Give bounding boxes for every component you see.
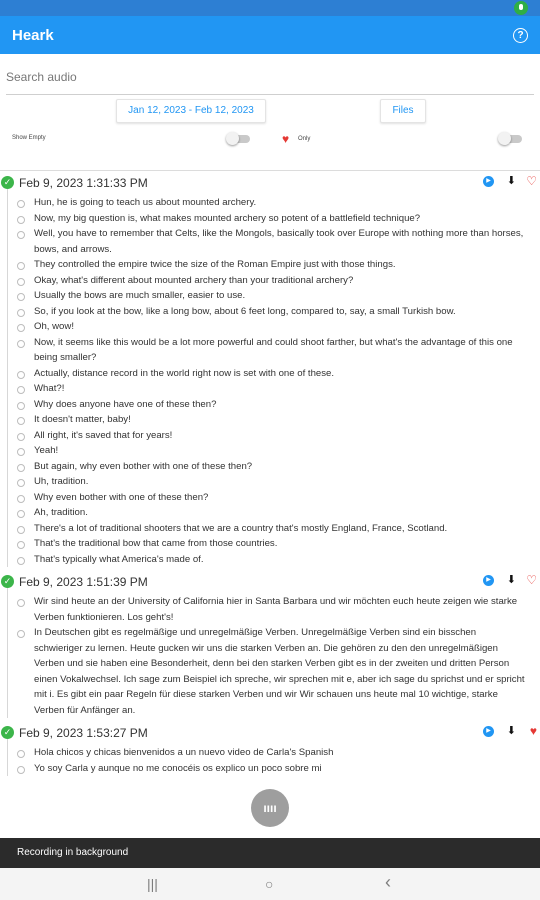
transcript-line[interactable] — [0, 319, 540, 335]
download-icon[interactable]: ⬇ — [506, 574, 516, 586]
date-range-button[interactable]: Jan 12, 2023 - Feb 12, 2023 — [116, 99, 266, 123]
transcript-line[interactable] — [0, 490, 540, 506]
transcript-line[interactable] — [0, 761, 540, 777]
line-bullet-icon — [17, 510, 25, 518]
line-bullet-icon — [17, 630, 25, 638]
transcript-line[interactable] — [0, 745, 540, 761]
transcript-line[interactable] — [0, 428, 540, 444]
transcript-entry — [0, 571, 540, 718]
transcript-feed[interactable] — [0, 172, 540, 838]
snackbar-text: Recording in background — [17, 847, 129, 858]
transcript-line[interactable] — [0, 459, 540, 475]
files-button[interactable]: Files — [380, 99, 426, 123]
favorites-only-toggle[interactable] — [500, 135, 522, 143]
entry-header — [0, 172, 540, 192]
transcript-line[interactable] — [0, 443, 540, 459]
home-icon[interactable]: ○ — [265, 876, 274, 892]
entry-timestamp: Feb 9, 2023 1:31:33 PM — [19, 176, 148, 190]
line-bullet-icon — [17, 750, 25, 758]
check-circle-icon: ✓ — [1, 176, 14, 189]
transcript-line-text: Uh, tradition. — [34, 476, 89, 487]
line-bullet-icon — [17, 231, 25, 239]
show-empty-label: Show Empty — [12, 135, 46, 141]
line-bullet-icon — [17, 402, 25, 410]
check-circle-icon: ✓ — [1, 575, 14, 588]
line-bullet-icon — [17, 433, 25, 441]
transcript-line-text: That's typically what America's made of. — [34, 553, 204, 565]
line-bullet-icon — [17, 479, 25, 487]
check-circle-icon: ✓ — [1, 726, 14, 739]
transcript-line-text: So, if you look at the bow, like a long bow, about 6 feet long, compared to, say, a small Turkish bow. — [34, 305, 456, 317]
transcript-line-text: Why even bother with one of these then? — [34, 491, 209, 503]
line-bullet-icon — [17, 278, 25, 286]
transcript-line[interactable] — [0, 288, 540, 304]
transcript-line-text: Well, you have to remember that Celts, like the Mongols, basically took over Europe with nothing more than horses, bows, and arrows. — [34, 228, 524, 255]
transcript-line-text: All right, it's saved that for years! — [34, 429, 173, 441]
transcript-line[interactable] — [0, 397, 540, 413]
download-icon[interactable]: ⬇ — [506, 175, 516, 187]
entry-timestamp: Feb 9, 2023 1:51:39 PM — [19, 575, 148, 589]
transcript-line[interactable] — [0, 366, 540, 382]
show-empty-toggle[interactable] — [228, 135, 250, 143]
transcript-line-text: Yeah! — [34, 445, 59, 456]
transcript-line[interactable] — [0, 412, 540, 428]
transcript-line[interactable] — [0, 381, 540, 397]
transcript-line-text: There's a lot of traditional shooters that we are a country that's mostly England, France, Scotland. — [34, 522, 448, 534]
filter-bar — [0, 95, 540, 165]
line-bullet-icon — [17, 448, 25, 456]
transcript-line[interactable] — [0, 594, 540, 625]
transcript-line-text: Why does anyone have one of these then? — [34, 398, 217, 410]
line-bullet-icon — [17, 495, 25, 503]
transcript-line[interactable] — [0, 226, 540, 257]
favorites-only-label: Only — [298, 136, 311, 142]
status-bar — [0, 0, 540, 16]
transcript-line-text: Now, my big question is, what makes mounted archery so potent of a battlefield technique? — [34, 212, 421, 224]
search-input[interactable]: Search audio — [6, 64, 534, 95]
app-title: Heark — [12, 26, 54, 44]
transcript-line-text: What?! — [34, 383, 65, 394]
transcript-line-text: Usually the bows are much smaller, easier to use. — [34, 290, 246, 301]
transcript-line-text: Ah, tradition. — [34, 507, 88, 518]
transcript-line[interactable] — [0, 335, 540, 366]
record-button[interactable]: ıııı — [251, 789, 289, 827]
snackbar — [0, 838, 540, 868]
transcript-line-text: Hun, he is going to teach us about mounted archery. — [34, 197, 257, 208]
line-bullet-icon — [17, 541, 25, 549]
favorite-heart-icon[interactable]: ♡ — [526, 573, 537, 587]
line-bullet-icon — [17, 557, 25, 565]
line-bullet-icon — [17, 526, 25, 534]
transcript-entry — [0, 722, 540, 776]
line-bullet-icon — [17, 309, 25, 317]
line-bullet-icon — [17, 386, 25, 394]
line-bullet-icon — [17, 766, 25, 774]
transcript-line[interactable] — [0, 474, 540, 490]
transcript-line-text: That's the traditional bow that came from those countries. — [34, 538, 278, 549]
line-bullet-icon — [17, 293, 25, 301]
transcript-line-text: It doesn't matter, baby! — [34, 414, 131, 425]
download-icon[interactable]: ⬇ — [506, 725, 516, 737]
line-bullet-icon — [17, 417, 25, 425]
transcript-line[interactable] — [0, 304, 540, 320]
favorite-heart-icon[interactable]: ♥ — [529, 724, 537, 738]
transcript-line-text: In Deutschen gibt es regelmäßige und unregelmäßige Verben. Unregelmäßige Verben sind ein bisschen schwieriger zu lernen. Heute gucken wir uns die starken Verben an. Die gehören zu den den unregelmäßigen Verben und sie haben eine Besonderheit, denn bei den starken Verben gibt es in der zweiten und dritten Person einen Vokalwechsel. Ich sage zum Beispiel ich spreche, wir sprechen mit e, aber ich sage du sprichst und er spricht mit i. Es gibt ein paar Regeln für diese starken Verben und wir Wir schauen uns heute mal 10 wichtige, starke Verben für Anfänger an. — [34, 627, 525, 716]
transcript-line[interactable] — [0, 505, 540, 521]
transcript-line[interactable] — [0, 521, 540, 537]
transcript-line[interactable] — [0, 625, 540, 718]
transcript-line[interactable] — [0, 536, 540, 552]
entry-lines — [0, 742, 540, 776]
transcript-line-text: Now, it seems like this would be a lot more powerful and could shoot farther, but what's the advantage of this one being smaller? — [34, 336, 513, 363]
transcript-line[interactable] — [0, 195, 540, 211]
transcript-line[interactable] — [0, 211, 540, 227]
transcript-line-text: But again, why even bother with one of these then? — [34, 460, 253, 472]
favorite-heart-icon[interactable]: ♡ — [526, 174, 537, 188]
line-bullet-icon — [17, 216, 25, 224]
transcript-line-text: Oh, wow! — [34, 321, 74, 332]
transcript-entry — [0, 172, 540, 567]
transcript-line-text: Yo soy Carla y aunque no me conocéis os explico un poco sobre mi — [34, 762, 322, 774]
line-bullet-icon — [17, 262, 25, 270]
play-icon[interactable]: ▶ — [483, 726, 494, 737]
entry-timestamp: Feb 9, 2023 1:53:27 PM — [19, 726, 148, 740]
line-bullet-icon — [17, 371, 25, 379]
entry-lines — [0, 591, 540, 718]
back-icon[interactable]: ‹ — [385, 872, 391, 892]
line-bullet-icon — [17, 200, 25, 208]
transcript-line[interactable] — [0, 552, 540, 568]
transcript-line-text: Hola chicos y chicas bienvenidos a un nuevo video de Carla's Spanish — [34, 747, 334, 758]
entry-header — [0, 571, 540, 591]
line-bullet-icon — [17, 324, 25, 332]
transcript-line[interactable] — [0, 257, 540, 273]
divider — [0, 170, 540, 171]
recents-icon[interactable]: ||| — [147, 876, 158, 892]
line-bullet-icon — [17, 464, 25, 472]
play-icon[interactable]: ▶ — [483, 575, 494, 586]
transcript-line-text: Okay, what's different about mounted archery than your traditional archery? — [34, 274, 354, 286]
transcript-line-text: Actually, distance record in the world right now is set with one of these. — [34, 367, 335, 379]
help-icon[interactable]: ? — [513, 28, 528, 43]
app-bar — [0, 16, 540, 54]
line-bullet-icon — [17, 340, 25, 348]
line-bullet-icon — [17, 599, 25, 607]
entry-lines — [0, 192, 540, 567]
system-nav-bar — [0, 868, 540, 900]
transcript-line-text: They controlled the empire twice the size of the Roman Empire just with those things. — [34, 259, 396, 270]
mic-active-icon — [514, 1, 528, 15]
entry-header — [0, 722, 540, 742]
transcript-line[interactable] — [0, 273, 540, 289]
transcript-line-text: Wir sind heute an der University of California hier in Santa Barbara und wir möchten euch heute zeigen wie starke Verben funktionieren. Los geht's! — [34, 596, 518, 623]
heart-icon: ♥ — [282, 132, 290, 146]
play-icon[interactable]: ▶ — [483, 176, 494, 187]
